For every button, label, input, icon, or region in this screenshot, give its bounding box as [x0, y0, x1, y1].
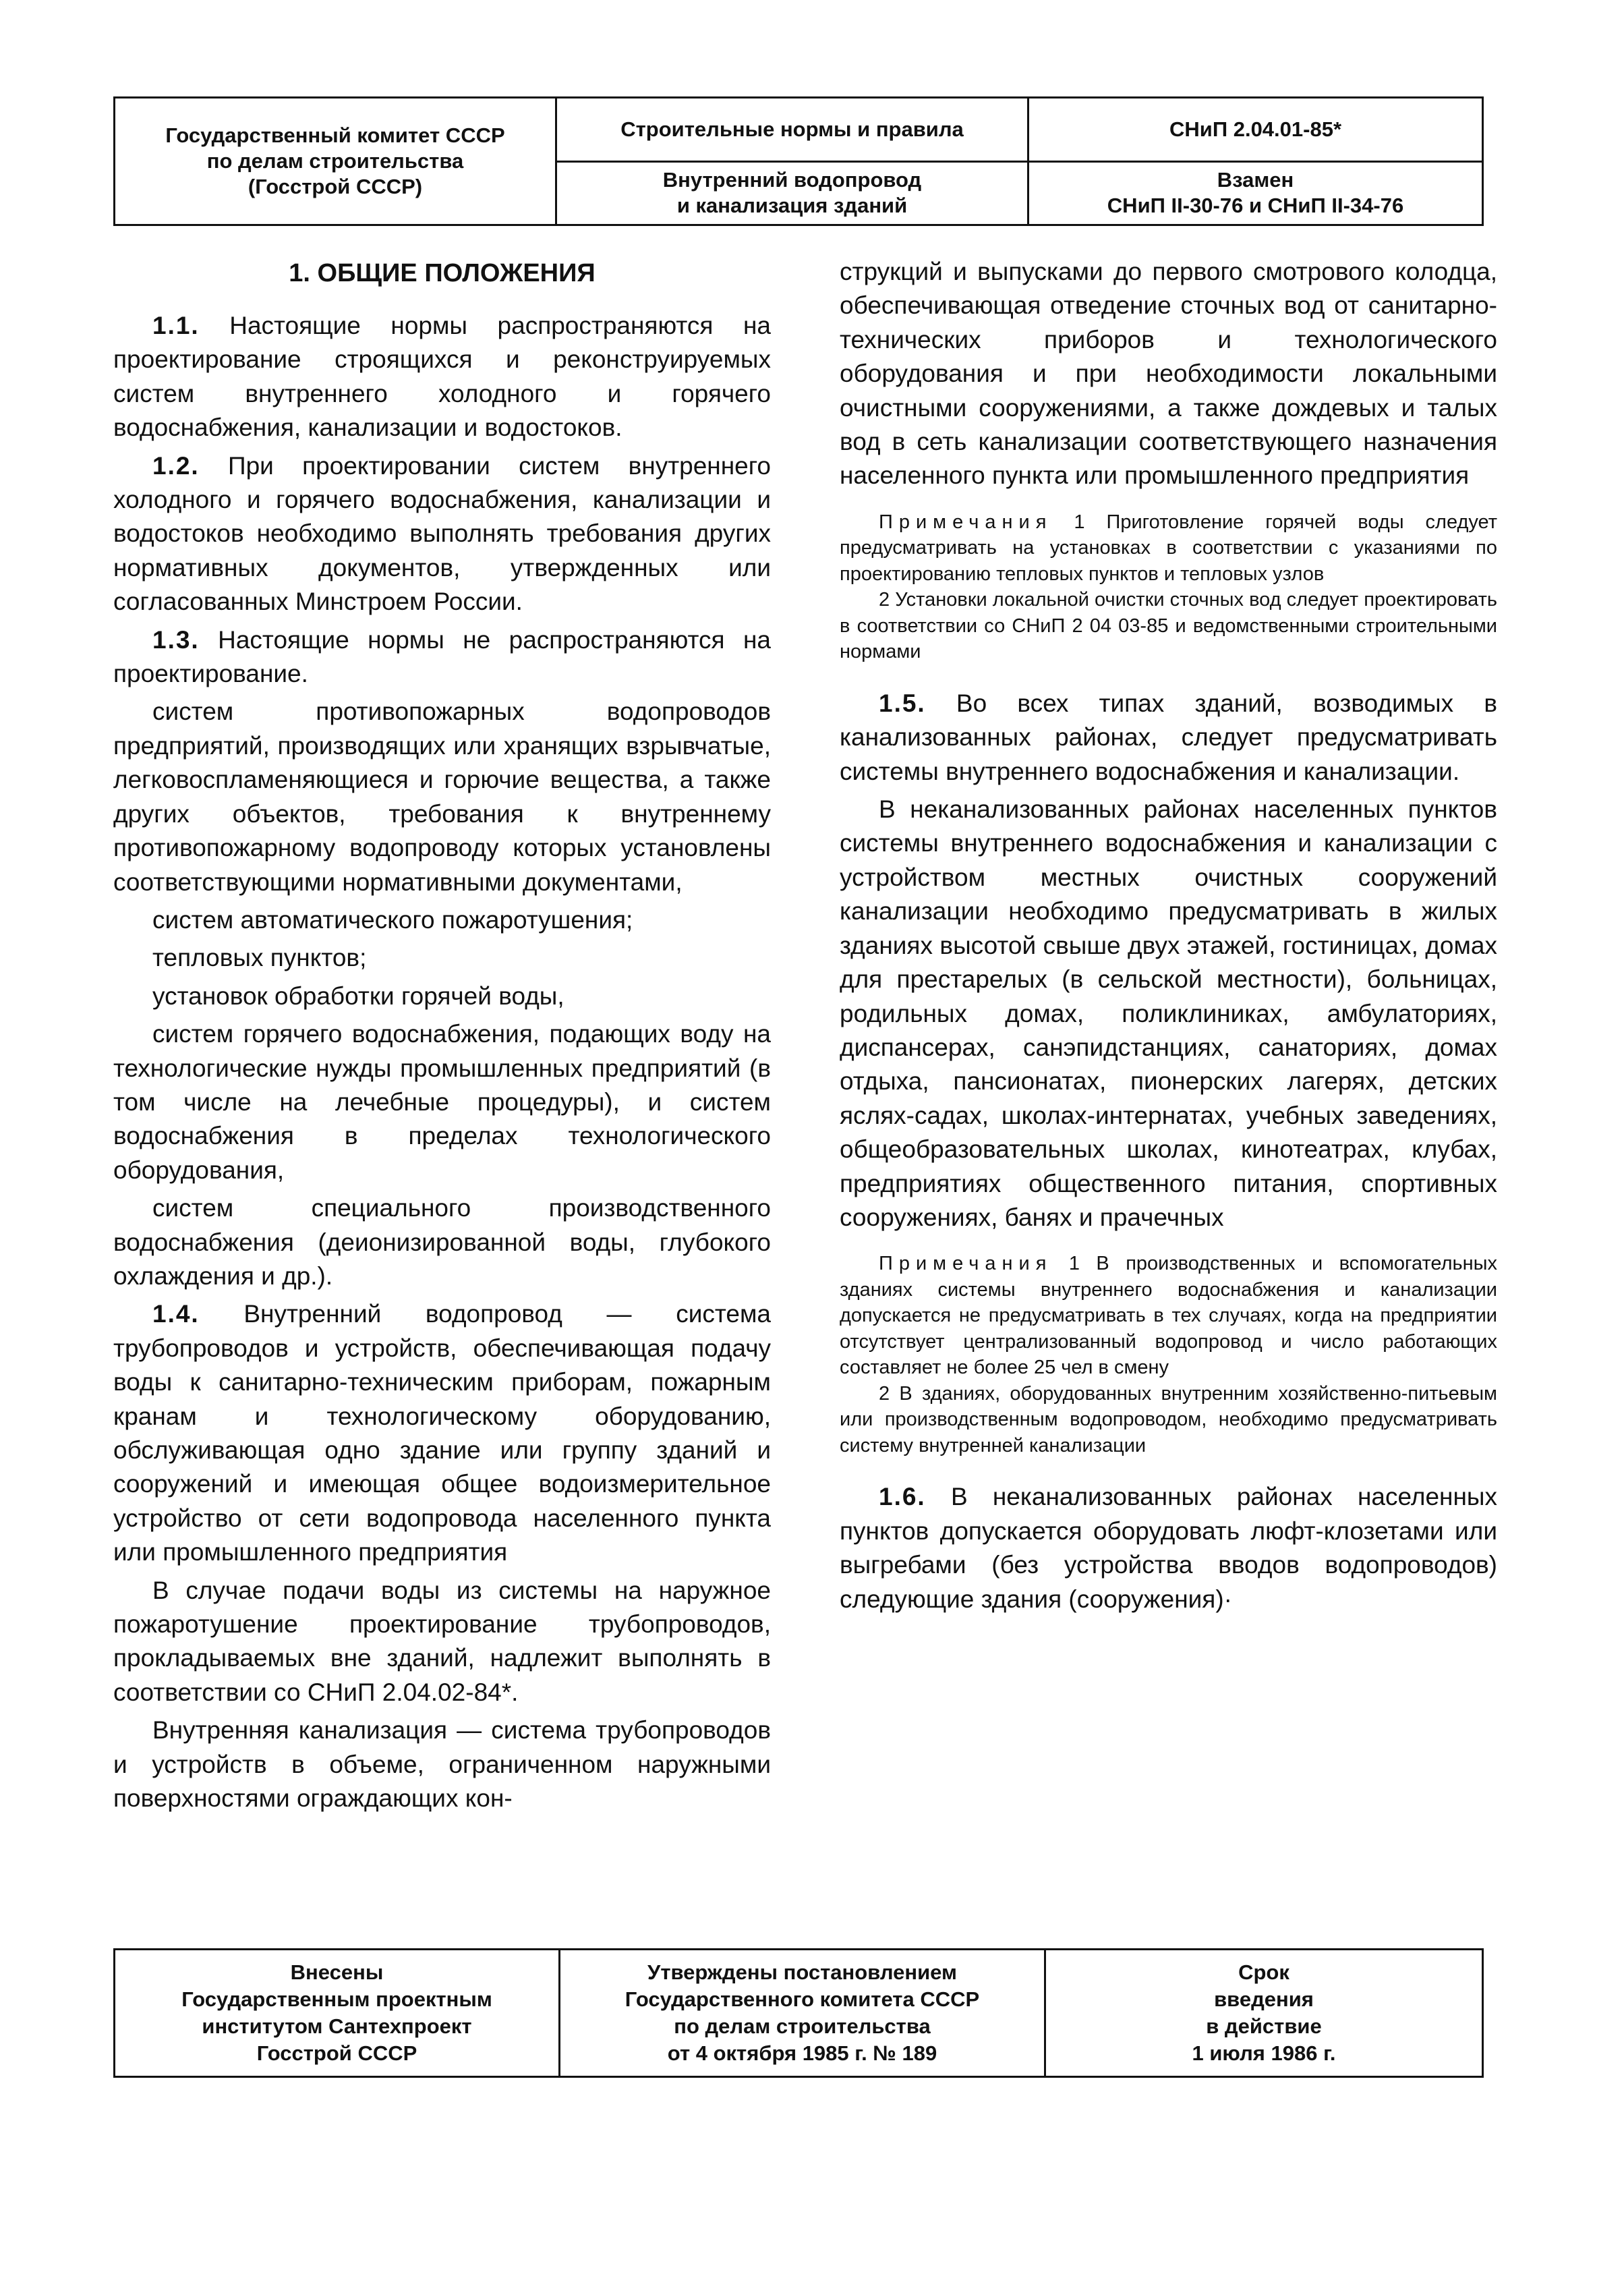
- header-doc-title-row: [557, 161, 1027, 225]
- paragraph-1-4: [113, 1297, 771, 1569]
- footer-introduced-line: институтом Сантехпроект: [202, 2014, 472, 2038]
- footer-effective-line: в действие: [1206, 2014, 1322, 2038]
- header-doc-title-line: и канализация зданий: [676, 194, 908, 218]
- footer-approved-line: Государственного комитета СССР: [625, 1987, 980, 2011]
- clause-text: Внутренний водопровод — система трубопроводов и устройств, обеспечивающая подачу воды к санитарно-техническим приборам, пожарным кранам и технологическому оборудованию, обслуживающая одно здание или группу зданий и сооружений и имеющая общее водоизмерительное устройство от сети водопровода населенного пункта или промышленного предприятия: [113, 1300, 771, 1566]
- footer-introduced-cell: [115, 1950, 560, 2076]
- right-column: [840, 255, 1497, 1620]
- paragraph-1-4-fire: В случае подачи воды из системы на наружное пожаротушение проектирование трубопроводов, прокладываемых вне зданий, надлежит выполнять в соответствии со СНиП 2.04.02-84*.: [113, 1576, 771, 1706]
- notes-label: Примечания: [879, 511, 1053, 533]
- header-code-cell: [1029, 98, 1482, 224]
- spacer: [840, 1458, 1497, 1480]
- note-1-5-2: 2 В зданиях, оборудованных внутренним хозяйственно-питьевым или производственным водопроводом, необходимо предусматривать систему внутренней канализации: [840, 1382, 1497, 1456]
- footer-introduced-line: Внесены: [290, 1960, 384, 1984]
- paragraph-1-1: [113, 309, 771, 445]
- footer-introduced-line: Госстрой СССР: [256, 2041, 417, 2065]
- paragraph-1-2: [113, 449, 771, 619]
- note-text: 1 В производственных и вспомогательных зданиях системы внутреннего водоснабжения и канализации допускается не предусматривать в тех случаях, когда на предприятии отсутствует централизованный водопровод и число работающих составляет не более 25 чел в смену: [840, 1253, 1497, 1379]
- note-text: 1 Приготовление горячей воды следует предусматривать на установках в соответствии с указаниями по проектированию тепловых пунктов и тепловых узлов: [840, 511, 1497, 585]
- notes-label: Примечания: [879, 1253, 1053, 1275]
- paragraph-1-3-item: систем автоматического пожаротушения;: [152, 905, 633, 934]
- header-replaces-row: [1029, 161, 1482, 225]
- header-org-line: по делам строительства: [206, 149, 464, 173]
- spacer: [840, 497, 1497, 509]
- header-code: СНиП 2.04.01-85*: [1169, 117, 1342, 141]
- clause-text: В неканализованных районах населенных пунктов допускается оборудовать люфт-клозетами или выгребами (без устройства вводов водопроводов) следующие здания (сооружения)·: [840, 1483, 1497, 1613]
- paragraph-1-5-unsewered: В неканализованных районах населенных пунктов системы внутреннего водоснабжения и канализации с устройством местных очистных сооружений канализации необходимо предусматривать в жилых зданиях высотой свыше двух этажей, гостиницах, домах для престарелых (в сельской местности), больницах, родильных домах, поликлиниках, амбулаториях, диспансерах, санэпидстанциях, санаториях, домах отдыха, пансионатах, пионерских лагерях, детских яслях-садах, школах-интернатах, учебных заведениях, общеобразовательных школах, кинотеатрах, клубах, предприятиях общественного питания, спортивных сооружениях, банях и прачечных: [840, 795, 1497, 1231]
- clause-number: 1.1.: [152, 312, 200, 339]
- paragraph-continuation: струкций и выпусками до первого смотрового колодца, обеспечивающая отведение сточных вод от санитарно-технических приборов и технологического оборудования и при необходимости локальными очистными сооружениями, а также дождевых и талых вод в сеть канализации соответствующего назначения населенного пункта или промышленного предприятия: [840, 258, 1497, 490]
- clause-number: 1.5.: [879, 689, 926, 717]
- footer-approved-cell: [560, 1950, 1046, 2076]
- clause-number: 1.3.: [152, 625, 200, 654]
- clause-text: Настоящие нормы распространяются на проектирование строящихся и реконструируемых систем внутреннего холодного и горячего водоснабжения, канализации и водостоков.: [113, 312, 771, 442]
- footer-table: [113, 1948, 1484, 2078]
- footer-effective-line: введения: [1214, 1987, 1314, 2011]
- clause-number: 1.4.: [152, 1300, 200, 1328]
- header-doc-title-line: Внутренний водопровод: [662, 168, 922, 192]
- header-code-row: [1029, 98, 1482, 161]
- footer-introduced-line: Государственным проектным: [181, 1987, 492, 2011]
- header-series-row: [557, 98, 1027, 161]
- paragraph-1-3-item: тепловых пунктов;: [152, 944, 367, 972]
- footer-approved-line: от 4 октября 1985 г. № 189: [667, 2041, 937, 2065]
- paragraph-1-3-item: систем противопожарных водопроводов предприятий, производящих или хранящих взрывчатые, легковоспламеняющиеся и горючие вещества, а также других объектов, требования к внутреннему противопожарному водопроводу которых установлены соответствующими нормативными документами,: [113, 698, 771, 896]
- header-title-cell: [557, 98, 1029, 224]
- paragraph-1-4-sewer: Внутренняя канализация — система трубопроводов и устройств в объеме, ограниченном наружными поверхностями ограждающих кон-: [113, 1716, 771, 1813]
- footer-approved-line: по делам строительства: [674, 2014, 931, 2038]
- footer-approved-line: Утверждены постановлением: [647, 1960, 957, 1984]
- header-replaces-label: Взамен: [1217, 168, 1294, 192]
- clause-number: 1.6.: [879, 1483, 926, 1511]
- footer-effective-line: 1 июля 1986 г.: [1192, 2041, 1336, 2065]
- clause-text: При проектировании систем внутреннего холодного и горячего водоснабжения, канализации и водостоков необходимо выполнять требования других нормативных документов, утвержденных или согласованных Минстроем России.: [113, 451, 771, 616]
- header-org-line: Государственный комитет СССР: [165, 123, 505, 147]
- clause-text: Настоящие нормы не распространяются на проектирование.: [113, 625, 771, 688]
- section-heading: 1. ОБЩИЕ ПОЛОЖЕНИЯ: [289, 259, 596, 287]
- clause-text: Во всех типах зданий, возводимых в канализованных районах, следует предусматривать системы внутреннего водоснабжения и канализации.: [840, 689, 1497, 785]
- footer-effective-cell: [1046, 1950, 1482, 2076]
- note-1-5-1: [840, 1251, 1497, 1381]
- header-table: [113, 96, 1484, 226]
- header-series: Строительные нормы и правила: [620, 117, 964, 141]
- paragraph-1-6: [840, 1480, 1497, 1616]
- header-org-line: (Госстрой СССР): [248, 175, 423, 198]
- paragraph-1-3: [113, 623, 771, 691]
- paragraph-1-5: [840, 687, 1497, 789]
- header-org-cell: [115, 98, 557, 224]
- spacer: [840, 665, 1497, 687]
- spacer: [840, 1239, 1497, 1251]
- footer-effective-line: Срок: [1238, 1960, 1289, 1984]
- paragraph-1-3-item: систем горячего водоснабжения, подающих воду на технологические нужды промышленных предприятий (в том числе на лечебные процедуры), и систем водоснабжения в пределах технологического оборудования,: [113, 1020, 771, 1184]
- paragraph-1-3-item: установок обработки горячей воды,: [152, 982, 564, 1010]
- note-1-4-2: 2 Установки локальной очистки сточных вод следует проектировать в соответствии со СНиП 2 04 03-85 и ведомственными строительными нормами: [840, 589, 1497, 663]
- clause-number: 1.2.: [152, 451, 200, 480]
- header-replaces: СНиП II-30-76 и СНиП II-34-76: [1107, 194, 1404, 218]
- left-column: [113, 255, 771, 1819]
- paragraph-1-3-item: систем специального производственного водоснабжения (деионизированной воды, глубокого охлаждения и др.).: [113, 1194, 771, 1290]
- note-1-4-1: [840, 509, 1497, 588]
